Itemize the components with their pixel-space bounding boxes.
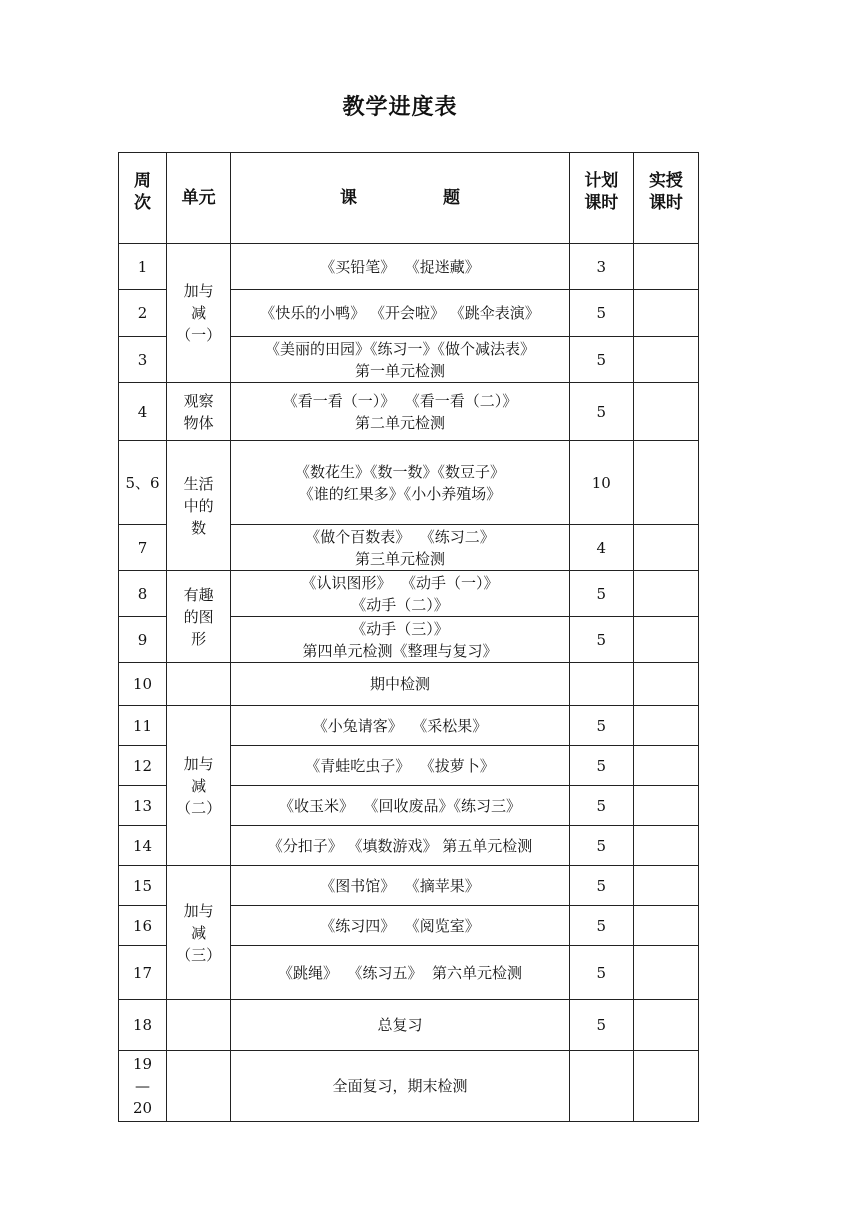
week-cell: 12: [119, 746, 167, 786]
actual-hours-cell: [633, 706, 698, 746]
lesson-cell: 《分扣子》 《填数游戏》 第五单元检测: [231, 826, 570, 866]
week-cell: 19 — 20: [119, 1051, 167, 1122]
unit-cell: [167, 1000, 231, 1051]
lesson-cell: 《收玉米》 《回收废品》《练习三》: [231, 786, 570, 826]
header-actual-hours: 实授 课时: [633, 153, 698, 244]
planned-hours-cell: [569, 663, 633, 706]
week-cell: 9: [119, 617, 167, 663]
week-cell: 14: [119, 826, 167, 866]
actual-hours-cell: [633, 1051, 698, 1122]
lesson-cell: 《动手（三）》 第四单元检测《整理与复习》: [231, 617, 570, 663]
header-planned-hours: 计划 课时: [569, 153, 633, 244]
lesson-cell: 《美丽的田园》《练习一》《做个减法表》 第一单元检测: [231, 337, 570, 383]
actual-hours-cell: [633, 906, 698, 946]
week-cell: 1: [119, 244, 167, 290]
actual-hours-cell: [633, 746, 698, 786]
planned-hours-cell: 5: [569, 746, 633, 786]
planned-hours-cell: 5: [569, 786, 633, 826]
actual-hours-cell: [633, 663, 698, 706]
week-cell: 15: [119, 866, 167, 906]
actual-hours-cell: [633, 244, 698, 290]
actual-hours-cell: [633, 290, 698, 337]
schedule-table: [118, 152, 699, 1122]
week-cell: 3: [119, 337, 167, 383]
planned-hours-cell: 5: [569, 866, 633, 906]
actual-hours-cell: [633, 441, 698, 525]
lesson-cell: 总复习: [231, 1000, 570, 1051]
actual-hours-cell: [633, 337, 698, 383]
planned-hours-cell: 10: [569, 441, 633, 525]
header-lesson: 课 题: [231, 153, 570, 244]
week-cell: 16: [119, 906, 167, 946]
lesson-cell: 《认识图形》 《动手（一）》 《动手（二）》: [231, 571, 570, 617]
table-row: [119, 1000, 699, 1051]
unit-cell: 加与 减 （三）: [167, 866, 231, 1000]
actual-hours-cell: [633, 525, 698, 571]
lesson-cell: 《看一看（一）》 《看一看（二）》 第二单元检测: [231, 383, 570, 441]
planned-hours-cell: 4: [569, 525, 633, 571]
week-cell: 8: [119, 571, 167, 617]
table-row: [119, 663, 699, 706]
planned-hours-cell: 5: [569, 1000, 633, 1051]
actual-hours-cell: [633, 383, 698, 441]
lesson-cell: 《跳绳》 《练习五》 第六单元检测: [231, 946, 570, 1000]
planned-hours-cell: 5: [569, 617, 633, 663]
actual-hours-cell: [633, 946, 698, 1000]
table-row: [119, 244, 699, 290]
week-cell: 18: [119, 1000, 167, 1051]
table-row: [119, 383, 699, 441]
week-cell: 17: [119, 946, 167, 1000]
page-title: 教学进度表: [342, 94, 458, 120]
week-cell: 10: [119, 663, 167, 706]
unit-cell: 有趣 的图 形: [167, 571, 231, 663]
planned-hours-cell: [569, 1051, 633, 1122]
lesson-cell: 期中检测: [231, 663, 570, 706]
planned-hours-cell: 5: [569, 290, 633, 337]
actual-hours-cell: [633, 617, 698, 663]
week-cell: 11: [119, 706, 167, 746]
table-row: [119, 1051, 699, 1122]
lesson-cell: 《练习四》 《阅览室》: [231, 906, 570, 946]
unit-cell: [167, 663, 231, 706]
lesson-cell: 《图书馆》 《摘苹果》: [231, 866, 570, 906]
unit-cell: [167, 1051, 231, 1122]
week-cell: 5、6: [119, 441, 167, 525]
week-cell: 7: [119, 525, 167, 571]
unit-cell: 加与 减 （一）: [167, 244, 231, 383]
header-week: 周 次: [119, 153, 167, 244]
actual-hours-cell: [633, 786, 698, 826]
table-row: [119, 441, 699, 525]
planned-hours-cell: 5: [569, 946, 633, 1000]
table-row: [119, 571, 699, 617]
actual-hours-cell: [633, 571, 698, 617]
lesson-cell: 《快乐的小鸭》 《开会啦》 《跳伞表演》: [231, 290, 570, 337]
planned-hours-cell: 5: [569, 906, 633, 946]
lesson-cell: 全面复习，期末检测: [231, 1051, 570, 1122]
planned-hours-cell: 5: [569, 571, 633, 617]
actual-hours-cell: [633, 1000, 698, 1051]
lesson-cell: 《买铅笔》 《捉迷藏》: [231, 244, 570, 290]
planned-hours-cell: 3: [569, 244, 633, 290]
lesson-cell: 《小兔请客》 《采松果》: [231, 706, 570, 746]
unit-cell: 加与 减 （二）: [167, 706, 231, 866]
table-row: [119, 866, 699, 906]
planned-hours-cell: 5: [569, 337, 633, 383]
header-unit: 单元: [167, 153, 231, 244]
actual-hours-cell: [633, 826, 698, 866]
week-cell: 13: [119, 786, 167, 826]
unit-cell: 生活 中的 数: [167, 441, 231, 571]
planned-hours-cell: 5: [569, 383, 633, 441]
planned-hours-cell: 5: [569, 826, 633, 866]
lesson-cell: 《做个百数表》 《练习二》 第三单元检测: [231, 525, 570, 571]
unit-cell: 观察 物体: [167, 383, 231, 441]
lesson-cell: 《青蛙吃虫子》 《拔萝卜》: [231, 746, 570, 786]
header-row: [119, 153, 699, 244]
lesson-cell: 《数花生》《数一数》《数豆子》 《谁的红果多》《小小养殖场》: [231, 441, 570, 525]
table-row: [119, 706, 699, 746]
planned-hours-cell: 5: [569, 706, 633, 746]
week-cell: 4: [119, 383, 167, 441]
actual-hours-cell: [633, 866, 698, 906]
week-cell: 2: [119, 290, 167, 337]
